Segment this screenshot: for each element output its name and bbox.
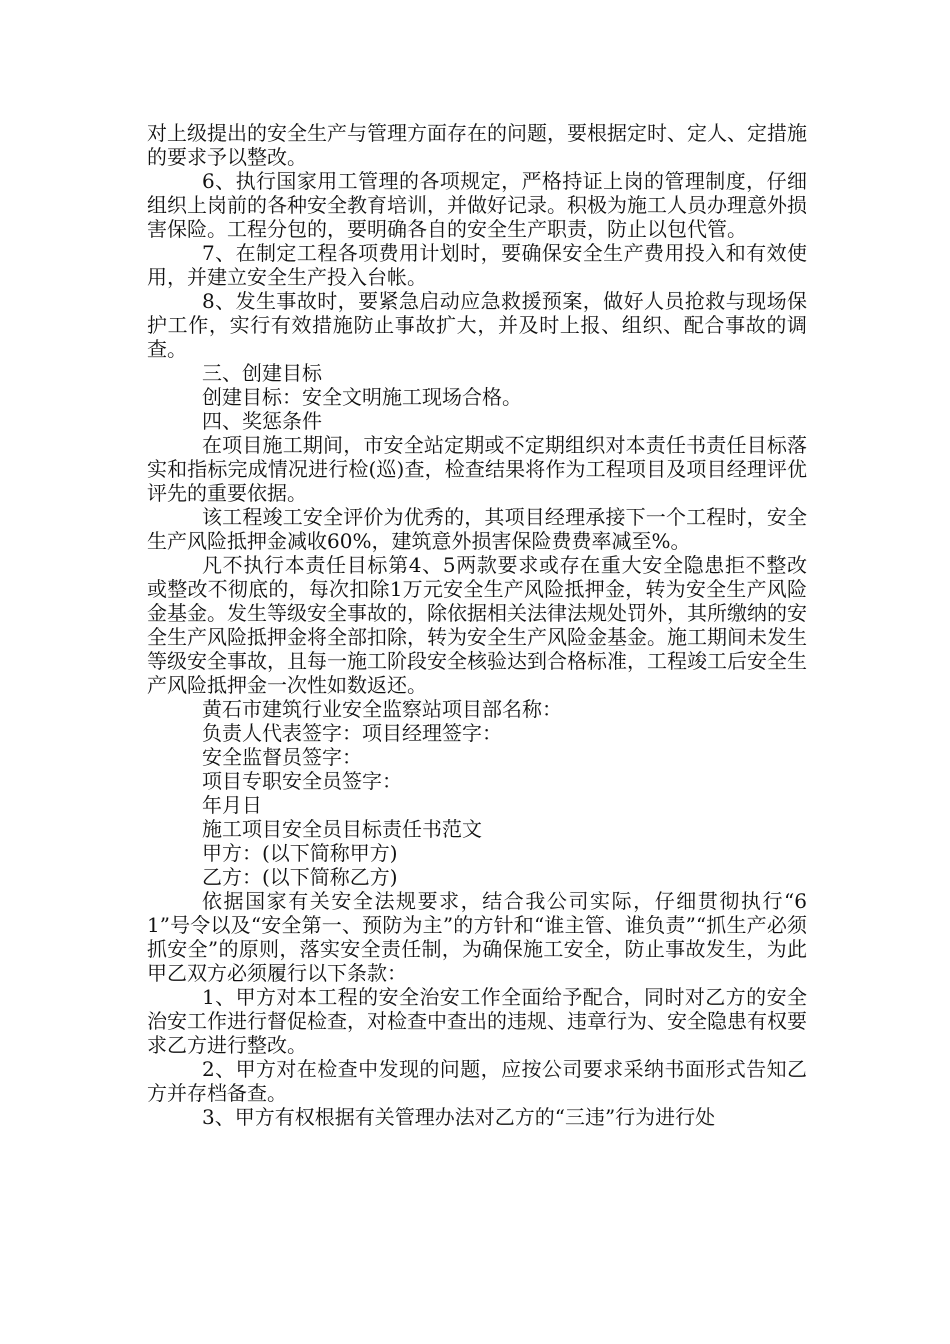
paragraph: 7、在制定工程各项费用计划时，要确保安全生产费用投入和有效使用，并建立安全生产投入台帐。 — [147, 241, 807, 289]
paragraph: 负责人代表签字：项目经理签字： — [202, 721, 502, 745]
paragraph: 6、执行国家用工管理的各项规定，严格持证上岗的管理制度，仔细组织上岗前的各种安全教育培训，并做好记录。积极为施工人员办理意外损害保险。工程分包的，要明确各自的安全生产职责，防止以包代管。 — [147, 169, 807, 241]
paragraph: 1、甲方对本工程的安全治安工作全面给予配合，同时对乙方的安全治安工作进行督促检查，对检查中查出的违规、违章行为、安全隐患有权要求乙方进行整改。 — [147, 985, 807, 1057]
paragraph: 甲方：(以下简称甲方) — [202, 841, 398, 865]
paragraph: 对上级提出的安全生产与管理方面存在的问题，要根据定时、定人、定措施的要求予以整改。 — [147, 121, 807, 169]
paragraph: 该工程竣工安全评价为优秀的，其项目经理承接下一个工程时，安全生产风险抵押金减收60%，建筑意外损害保险费费率减至%。 — [147, 505, 807, 553]
paragraph: 创建目标：安全文明施工现场合格。 — [202, 385, 522, 409]
paragraph: 依据国家有关安全法规要求，结合我公司实际，仔细贯彻执行“61”号令以及“安全第一、预防为主”的方针和“谁主管、谁负责”“抓生产必须抓安全”的原则，落实安全责任制，为确保施工安全，防止事故发生，为此甲乙双方必须履行以下条款： — [147, 889, 807, 985]
paragraph: 项目专职安全员签字： — [202, 769, 402, 793]
document-body — [147, 121, 807, 1129]
paragraph: 安全监督员签字： — [202, 745, 362, 769]
paragraph: 施工项目安全员目标责任书范文 — [202, 817, 482, 841]
paragraph: 乙方：(以下简称乙方) — [202, 865, 398, 889]
paragraph: 四、奖惩条件 — [202, 409, 322, 433]
paragraph: 凡不执行本责任目标第4、5两款要求或存在重大安全隐患拒不整改或整改不彻底的，每次扣除1万元安全生产风险抵押金，转为安全生产风险金基金。发生等级安全事故的，除依据相关法律法规处罚外，其所缴纳的安全生产风险抵押金将全部扣除，转为安全生产风险金基金。施工期间未发生等级安全事故，且每一施工阶段安全核验达到合格标准，工程竣工后安全生产风险抵押金一次性如数返还。 — [147, 553, 807, 697]
paragraph: 8、发生事故时，要紧急启动应急救援预案，做好人员抢救与现场保护工作，实行有效措施防止事故扩大，并及时上报、组织、配合事故的调查。 — [147, 289, 807, 361]
paragraph: 3、甲方有权根据有关管理办法对乙方的“三违”行为进行处 — [202, 1105, 716, 1129]
paragraph: 在项目施工期间，市安全站定期或不定期组织对本责任书责任目标落实和指标完成情况进行检(巡)查，检查结果将作为工程项目及项目经理评优评先的重要依据。 — [147, 433, 807, 505]
paragraph: 年月日 — [202, 793, 262, 817]
paragraph: 三、创建目标 — [202, 361, 322, 385]
paragraph: 2、甲方对在检查中发现的问题，应按公司要求采纳书面形式告知乙方并存档备查。 — [147, 1057, 807, 1105]
paragraph: 黄石市建筑行业安全监察站项目部名称： — [202, 697, 562, 721]
